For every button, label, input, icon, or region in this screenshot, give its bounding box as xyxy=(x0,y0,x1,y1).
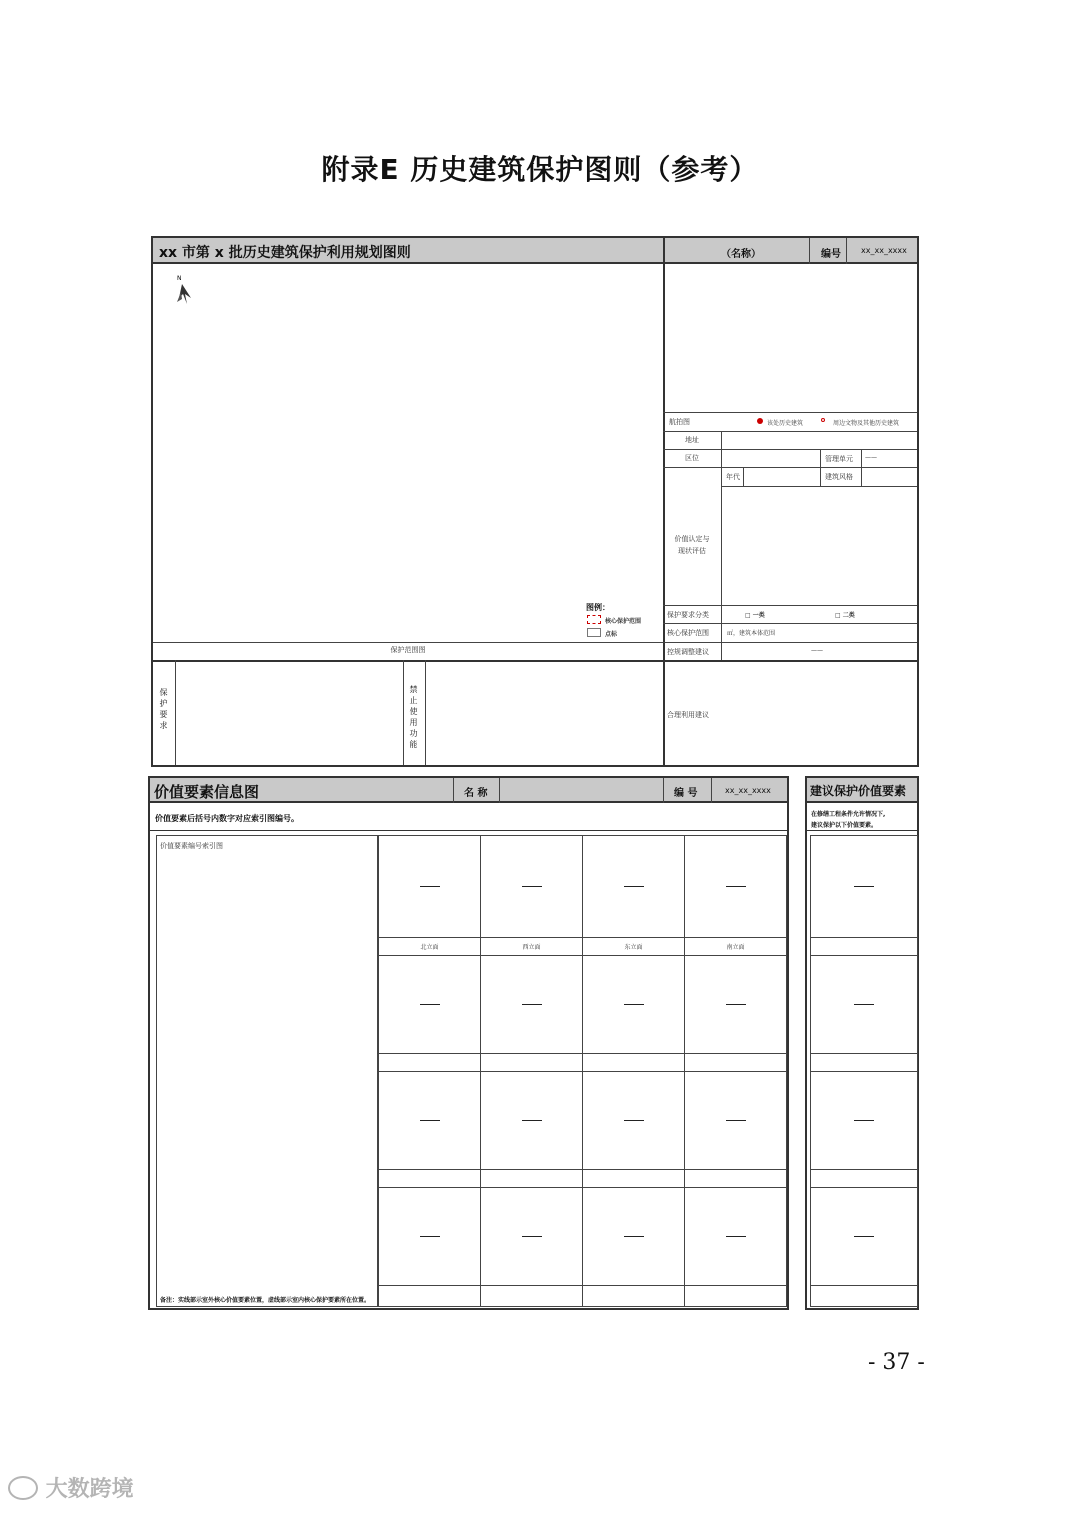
address-label: 地址 xyxy=(685,436,699,444)
regulation-value: —— xyxy=(811,647,823,654)
suggested-caption-cell xyxy=(810,1053,918,1072)
photo-cell xyxy=(684,1071,787,1170)
caption-cell xyxy=(684,1169,787,1188)
red-dot-icon xyxy=(757,418,763,424)
caption-cell xyxy=(582,1053,685,1072)
reuse-label: 合理利用建议 xyxy=(667,711,709,719)
aerial-legend-1: 该处历史建筑 xyxy=(767,420,804,427)
photo-cell xyxy=(684,955,787,1054)
sheet2-code-label: 编 号 xyxy=(674,788,698,799)
watermark-text: 大数跨境 xyxy=(45,1477,134,1502)
value-element-sheet xyxy=(148,776,789,1310)
watermark xyxy=(8,1472,134,1503)
sheet2-title: 价值要素信息图 xyxy=(154,783,260,801)
aerial-legend-2: 周边文物及其他历史建筑 xyxy=(833,420,900,427)
direction-caption: 南立面 xyxy=(684,937,787,956)
index-map-label: 价值要素编号索引图 xyxy=(160,842,223,850)
caption-cell xyxy=(480,1169,583,1188)
sheet3-note-2: 建议保护以下价值要素。 xyxy=(811,822,878,829)
map-caption: 保护范围图 xyxy=(390,646,426,654)
suggested-caption-cell xyxy=(810,937,918,956)
photo-cell xyxy=(378,835,481,938)
photo-cell xyxy=(480,955,583,1054)
sheet2-note: 价值要素后括号内数字对应索引图编号。 xyxy=(155,814,299,823)
caption-cell xyxy=(480,1053,583,1072)
mgmt-unit-label: 管理单元 xyxy=(825,455,853,463)
caption-cell xyxy=(582,1169,685,1188)
core-range-label: 核心保护范围 xyxy=(667,629,709,637)
era-label: 年代 xyxy=(726,473,740,481)
suggested-photo-cell xyxy=(810,835,918,938)
suggested-grid xyxy=(810,835,918,1307)
style-label: 建筑风格 xyxy=(825,473,853,481)
photo-cell xyxy=(582,1071,685,1170)
watermark-logo-icon xyxy=(8,1476,38,1500)
page-number: - 37 - xyxy=(868,1350,925,1375)
sheet3-note-1: 在修缮工程条件允许情况下, xyxy=(811,811,886,818)
north-arrow-icon xyxy=(173,272,193,312)
caption-cell xyxy=(480,1285,583,1307)
page-title: 附录E 历史建筑保护图则（参考） xyxy=(321,153,759,186)
legend-title: 图例： xyxy=(586,603,610,612)
location-label: 区位 xyxy=(685,454,699,462)
regulation-label: 控规调整建议 xyxy=(667,648,709,656)
ring-icon xyxy=(821,418,825,422)
photo-cell xyxy=(480,1187,583,1286)
aerial-label: 航拍图 xyxy=(669,418,690,426)
photo-cell xyxy=(378,1187,481,1286)
photo-grid xyxy=(378,835,787,1307)
sheet2-name-label: 名 称 xyxy=(464,788,488,799)
legend-point-swatch xyxy=(587,628,601,637)
category-label: 保护要求分类 xyxy=(667,611,709,619)
photo-cell xyxy=(684,835,787,938)
legend-point-label: 点标 xyxy=(605,631,618,638)
planning-sheet xyxy=(151,236,919,767)
caption-cell xyxy=(378,1169,481,1188)
direction-caption: 东立面 xyxy=(582,937,685,956)
protect-req-label: 保护要求 xyxy=(159,688,168,732)
caption-cell xyxy=(684,1285,787,1307)
sheet2-footnote: 备注：实线部示室外核心价值要素位置，虚线部示室内核心保护要素所在位置。 xyxy=(160,1297,371,1304)
photo-cell xyxy=(582,1187,685,1286)
suggested-elements-sheet xyxy=(805,776,919,1310)
suggested-photo-cell xyxy=(810,1187,918,1286)
photo-cell xyxy=(378,1071,481,1170)
suggested-caption-cell xyxy=(810,1285,918,1307)
photo-cell xyxy=(480,1071,583,1170)
mgmt-unit-value: —— xyxy=(865,454,877,461)
forbidden-label: 禁止使用功能 xyxy=(409,685,418,751)
legend-core-swatch xyxy=(587,615,601,624)
caption-cell xyxy=(582,1285,685,1307)
sheet1-code-value: xx_xx_xxxx xyxy=(861,246,907,255)
photo-cell xyxy=(378,955,481,1054)
sheet1-title: xx 市第 x 批历史建筑保护利用规划图则 xyxy=(159,245,411,261)
category-1: □ 一类 xyxy=(745,612,765,619)
sheet2-code-value: xx_xx_xxxx xyxy=(725,786,771,795)
core-range-value: ㎡，建筑本体范围 xyxy=(727,630,776,637)
value-label-1: 价值认定与 xyxy=(674,535,710,543)
photo-cell xyxy=(582,835,685,938)
caption-cell xyxy=(378,1285,481,1307)
caption-cell xyxy=(378,1053,481,1072)
photo-cell xyxy=(582,955,685,1054)
north-arrow xyxy=(173,272,193,312)
north-label: N xyxy=(177,275,182,282)
sheet1-code-label: 编号 xyxy=(821,249,841,260)
category-2: □ 二类 xyxy=(835,612,855,619)
photo-cell xyxy=(684,1187,787,1286)
direction-caption: 西立面 xyxy=(480,937,583,956)
sheet3-title: 建议保护价值要素 xyxy=(810,784,907,798)
suggested-photo-cell xyxy=(810,955,918,1054)
photo-cell xyxy=(480,835,583,938)
direction-caption: 北立面 xyxy=(378,937,481,956)
index-map-box xyxy=(156,835,378,1307)
legend-core-label: 核心保护范围 xyxy=(605,618,642,625)
sheet1-name-label: （名称） xyxy=(721,249,761,260)
suggested-photo-cell xyxy=(810,1071,918,1170)
caption-cell xyxy=(684,1053,787,1072)
suggested-caption-cell xyxy=(810,1169,918,1188)
value-label-2: 现状评估 xyxy=(678,547,706,555)
